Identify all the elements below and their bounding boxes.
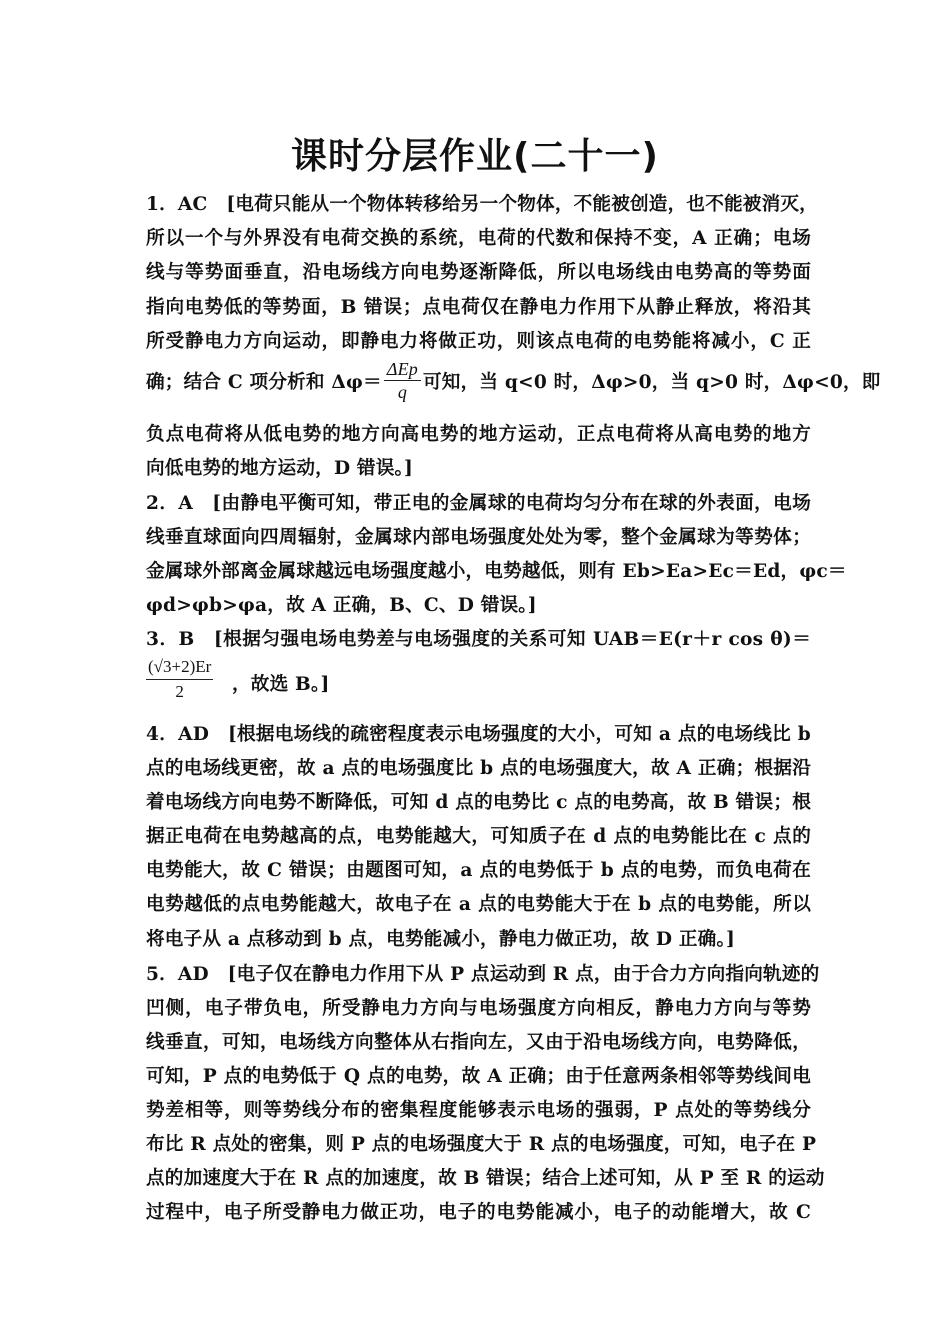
q2-line-2: 线垂直球面向四周辐射，金属球内部电场强度处处为零，整个金属球为等势体；	[146, 527, 811, 548]
fraction-denominator: q	[397, 382, 408, 402]
q4-line-5: 电势能大，故 C 错误；由题图可知，a 点的电势低于 b 点的电势，而负电荷在	[146, 860, 811, 881]
q1-line-3: 线与等势面垂直，沿电场线方向电势逐渐降低，所以电场线由电势高的等势面	[146, 262, 811, 283]
q1-line-1: 1．AC [电荷只能从一个物体转移给另一个物体，不能被创造，也不能被消灭，	[146, 194, 818, 215]
uab-fraction	[146, 655, 213, 704]
q5-line-4: 可知，P 点的电势低于 Q 点的电势，故 A 正确；由于任意两条相邻等势线间电	[146, 1066, 811, 1087]
delta-phi-fraction	[384, 358, 421, 403]
q4-line-1: 4．AD [根据电场线的疏密程度表示电场强度的大小，可知 a 点的电场线比 b	[146, 724, 811, 745]
q5-line-8: 过程中，电子所受静电力做正功，电子的电势能减小，电子的动能增大，故 C	[146, 1202, 811, 1223]
q1-line-6a: 确；结合 C 项分析和 Δφ＝	[146, 371, 382, 393]
q1-line-6	[146, 358, 881, 403]
q5-line-2: 凹侧，电子带负电，所受静电力方向与电场强度方向相反，静电力方向与等势	[146, 998, 811, 1019]
q5-line-6: 布比 R 点处的密集，则 P 点的电场强度大于 R 点的电场强度，可知，电子在 P	[146, 1134, 817, 1155]
q1-line-4: 指向电势低的等势面，B 错误；点电荷仅在静电力作用下从静止释放，将沿其	[146, 297, 811, 318]
q1-line-8: 向低电势的地方运动，D 错误。]	[146, 458, 414, 479]
q3-line-1: 3．B [根据匀强电场电势差与电场强度的关系可知 UAB＝E(r＋r cos θ)＝	[146, 629, 811, 650]
q5-line-7: 点的加速度大于在 R 点的加速度，故 B 错误；结合上述可知，从 P 至 R 的运动	[146, 1168, 825, 1189]
fraction-numerator: ΔEp	[384, 358, 421, 381]
q1-line-6b: 可知，当 q<0 时，Δφ>0，当 q>0 时，Δφ<0，即	[423, 371, 881, 393]
q1-line-2: 所以一个与外界没有电荷交换的系统，电荷的代数和保持不变，A 正确；电场	[146, 228, 811, 249]
q5-line-5: 势差相等，则等势线分布的密集程度能够表示电场的强弱，P 点处的等势线分	[146, 1100, 811, 1121]
q1-line-7: 负点电荷将从低电势的地方向高电势的地方运动，正点电荷将从高电势的地方	[146, 424, 811, 445]
fraction-numerator: (√3+2)Er	[146, 655, 213, 680]
q5-line-1: 5．AD [电子仅在静电力作用下从 P 点运动到 R 点，由于合力方向指向轨迹的	[146, 964, 820, 985]
q4-line-4: 据正电荷在电势越高的点，电势能越大，可知质子在 d 点的电势能比在 c 点的	[146, 826, 811, 847]
q2-line-3: 金属球外部离金属球越远电场强度越小，电势越低，则有 Eb>Ea>Ec＝Ed，φc＝	[146, 561, 847, 582]
fraction-denominator: 2	[175, 682, 184, 701]
q4-line-6: 电势越低的点电势能越大，故电子在 a 点的电势能大于在 b 点的电势能，所以	[146, 894, 811, 915]
q1-line-5: 所受静电力方向运动，即静电力将做正功，则该点电荷的电势能将减小，C 正	[146, 331, 811, 352]
q4-line-3: 着电场线方向电势不断降低，可知 d 点的电势比 c 点的电势高，故 B 错误；根	[146, 792, 811, 813]
q2-line-4: φd>φb>φa，故 A 正确，B、C、D 错误。]	[146, 595, 537, 616]
page-title: 课时分层作业(二十一)	[291, 136, 659, 177]
q4-line-7: 将电子从 a 点移动到 b 点，电势能减小，静电力做正功，故 D 正确。]	[146, 929, 735, 950]
q5-line-3: 线垂直，可知，电场线方向整体从右指向左，又由于沿电场线方向，电势降低，	[146, 1032, 811, 1053]
q3-line-2: ，故选 B。]	[232, 674, 330, 695]
q4-line-2: 点的电场线更密，故 a 点的电场强度比 b 点的电场强度大，故 A 正确；根据沿	[146, 758, 811, 779]
q2-line-1: 2．A [由静电平衡可知，带正电的金属球的电荷均匀分布在球的外表面，电场	[146, 493, 811, 514]
